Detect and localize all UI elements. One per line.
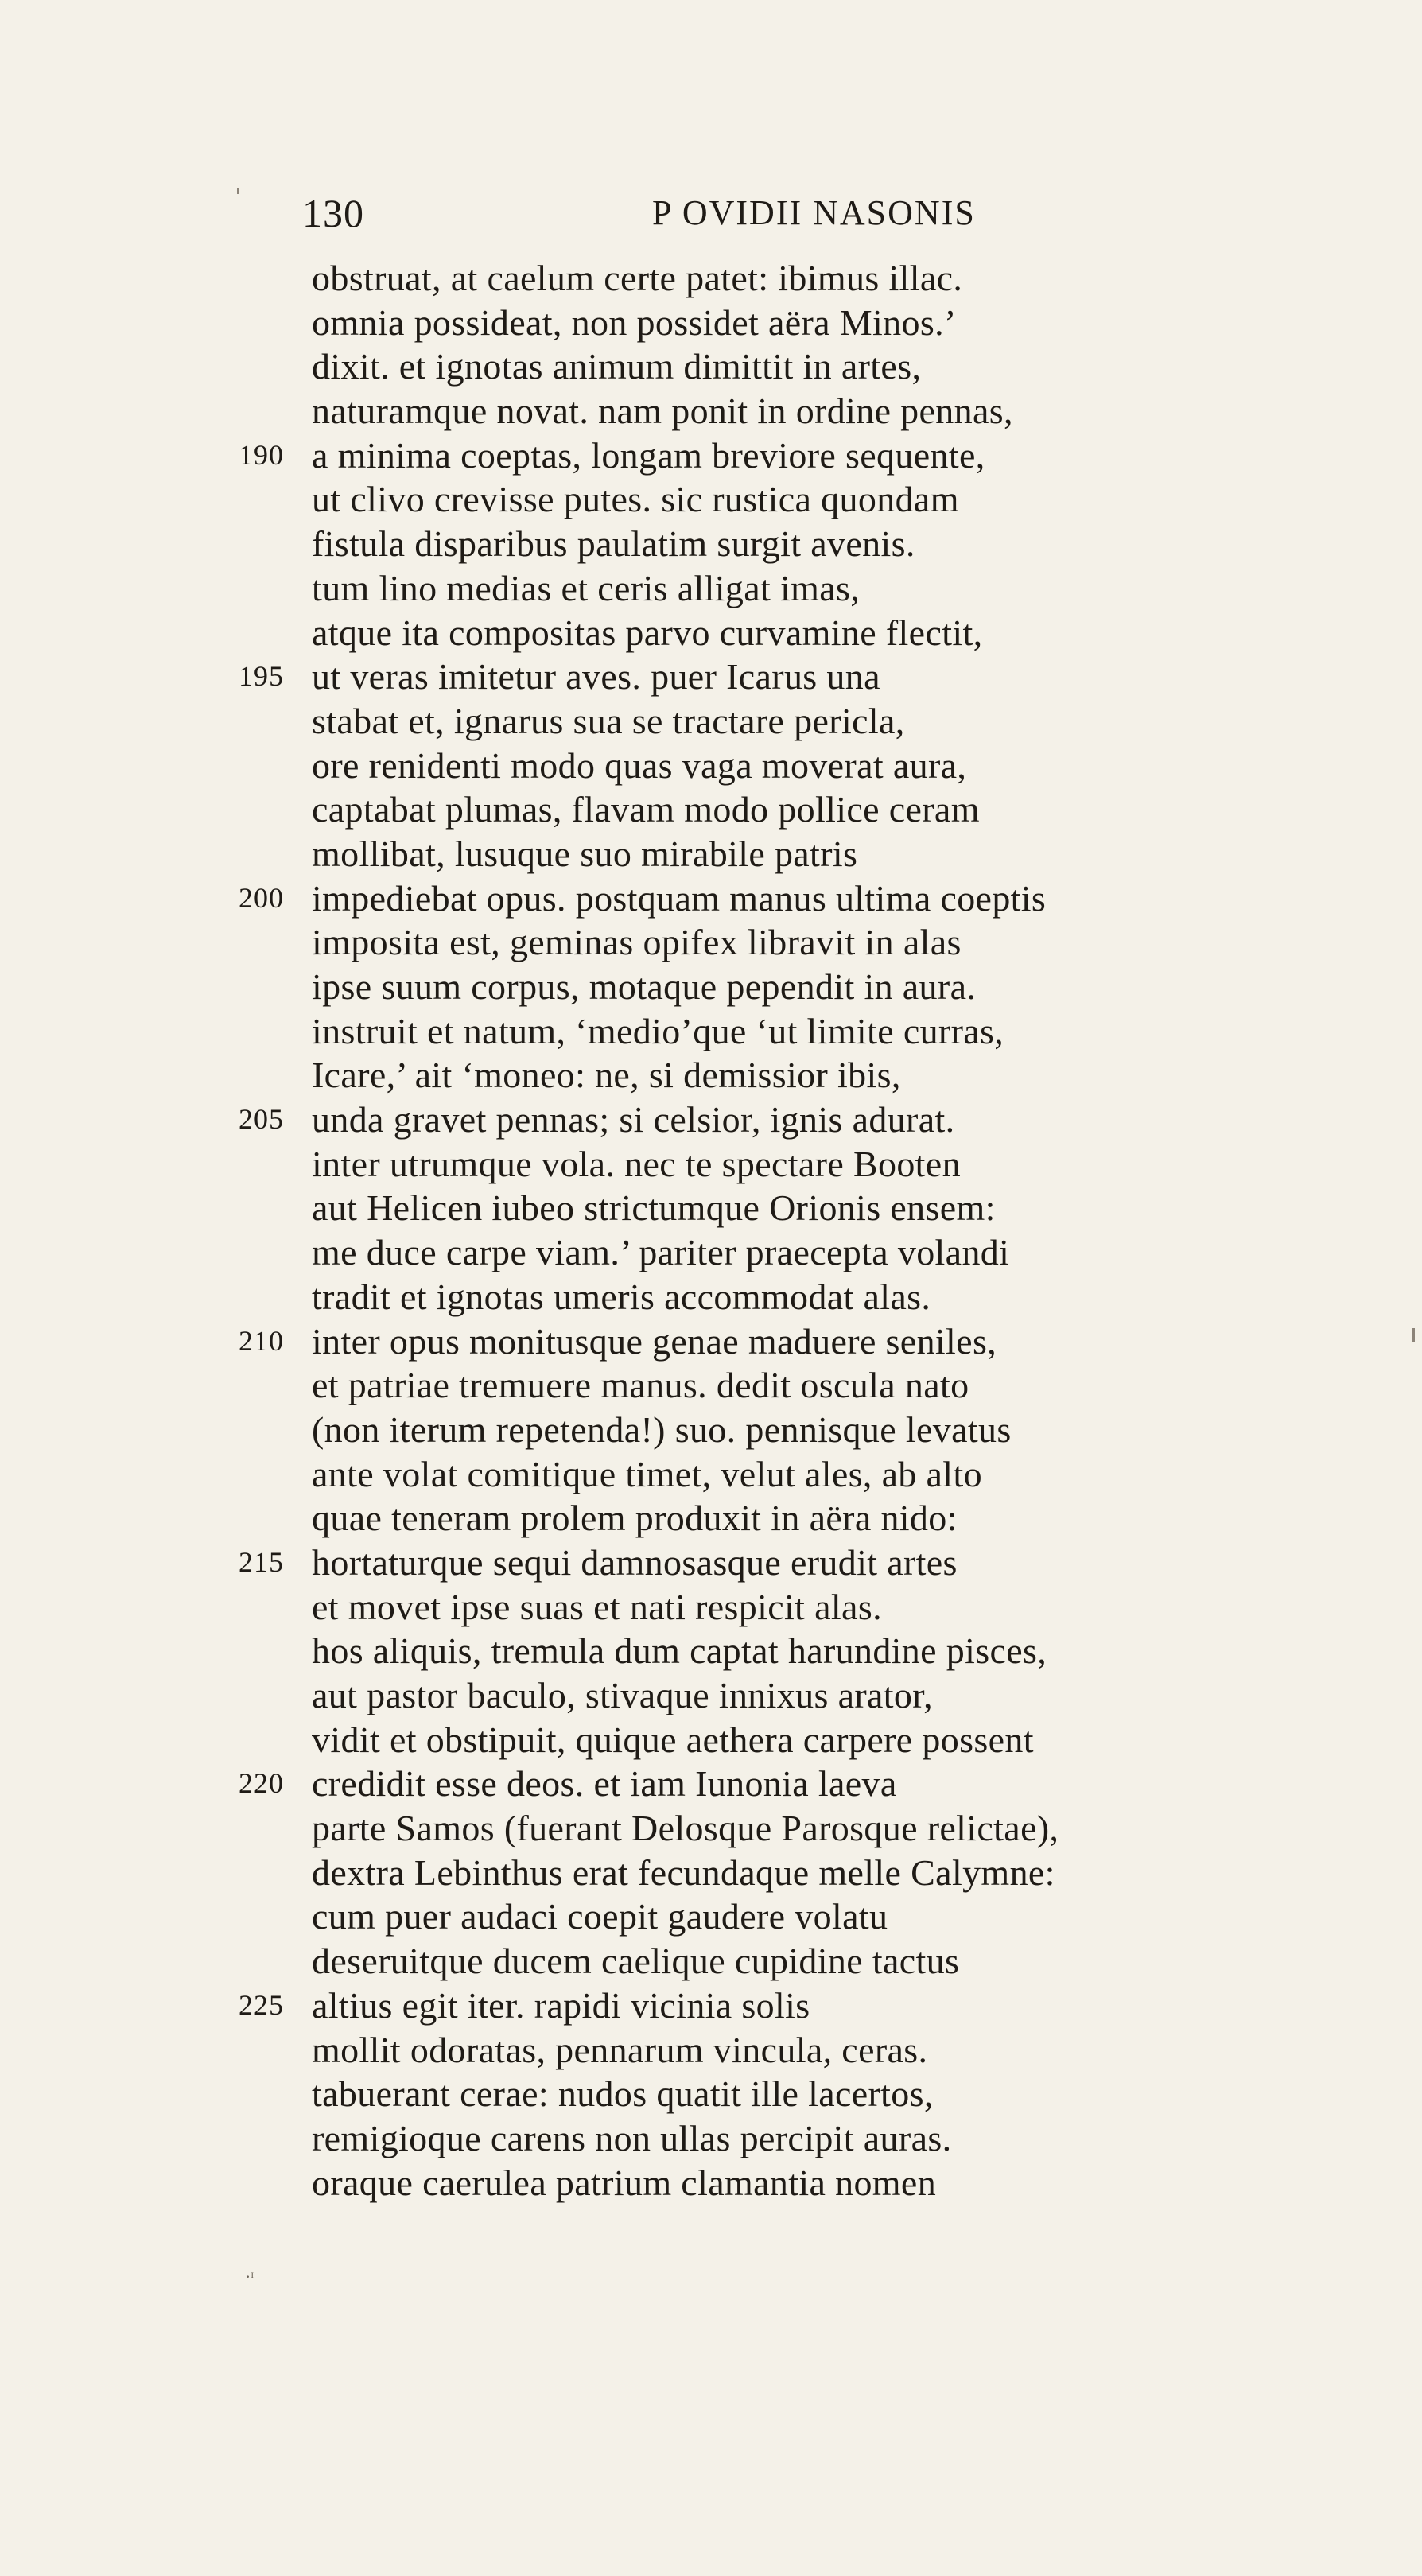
verse-line [0, 832, 1422, 876]
line-text: hos aliquis, tremula dum captat harundine pisces, [312, 1630, 1047, 1672]
line-text: atque ita compositas parvo curvamine flectit, [312, 612, 983, 653]
verse-line [0, 2072, 1422, 2116]
line-text: oraque caerulea patrium clamantia nomen [312, 2162, 937, 2203]
line-text: a minima coeptas, longam breviore sequente, [312, 434, 985, 476]
line-text: ore renidenti modo quas vaga moverat aura, [312, 744, 967, 786]
line-number: 205 [239, 1103, 284, 1136]
line-text: dextra Lebinthus erat fecundaque melle Calymne: [312, 1851, 1055, 1893]
line-text: altius egit iter. rapidi vicinia solis [312, 1984, 810, 2026]
line-number: 200 [239, 881, 284, 914]
line-text: tum lino medias et ceris alligat imas, [312, 567, 861, 608]
line-text: deseruitque ducem caelique cupidine tactus [312, 1941, 960, 1982]
line-text: obstruat, at caelum certe patet: ibimus illac. [312, 258, 963, 298]
line-text: captabat plumas, flavam modo pollice ceram [312, 789, 980, 830]
verse-line [0, 1673, 1422, 1718]
verse-line [0, 389, 1422, 433]
verse-line [0, 1983, 1422, 2028]
verse-line [0, 1629, 1422, 1673]
line-text: quae teneram prolem produxit in aëra nido: [312, 1498, 958, 1539]
line-text: mollit odoratas, pennarum vincula, ceras. [312, 2029, 928, 2070]
line-text: stabat et, ignarus sua se tractare pericla, [312, 700, 905, 741]
verse-line [0, 1762, 1422, 1806]
verse-line [0, 611, 1422, 655]
line-text: omnia possideat, non possidet aëra Minos.’ [312, 301, 957, 343]
line-text: dixit. et ignotas animum dimittit in artes, [312, 346, 922, 387]
line-text: hortaturque sequi damnosasque erudit artes [312, 1541, 958, 1583]
verse-line [0, 1496, 1422, 1541]
line-text: ante volat comitique timet, velut ales, ab alto [312, 1453, 982, 1494]
verse-block [0, 256, 1422, 2205]
page-header [302, 181, 1129, 245]
line-text: inter opus monitusque genae maduere seniles, [312, 1320, 997, 1362]
line-text: imposita est, geminas opifex libravit in alas [312, 922, 962, 963]
line-text: me duce carpe viam.’ pariter praecepta volandi [312, 1232, 1010, 1273]
verse-line [0, 1098, 1422, 1142]
verse-line [0, 566, 1422, 611]
verse-line [0, 1319, 1422, 1364]
line-text: instruit et natum, ‘medio’que ‘ut limite curras, [312, 1010, 1004, 1051]
line-text: credidit esse deos. et iam Iunonia laeva [312, 1763, 897, 1805]
line-text: remigioque carens non ullas percipit auras. [312, 2117, 952, 2158]
line-number: 195 [239, 660, 284, 693]
line-text: Icare,’ ait ‘moneo: ne, si demissior ibis, [312, 1055, 901, 1096]
page-number: 130 [302, 191, 364, 235]
line-number: 215 [239, 1545, 284, 1578]
line-text: fistula disparibus paulatim surgit avenis. [312, 523, 915, 565]
verse-line [0, 655, 1422, 699]
running-title: P OVIDII NASONIS [652, 193, 976, 232]
line-text: inter utrumque vola. nec te spectare Booten [312, 1143, 961, 1184]
verse-line [0, 1186, 1422, 1230]
verse-line [0, 1452, 1422, 1497]
verse-line [0, 1541, 1422, 1585]
line-number: 190 [239, 438, 284, 471]
line-text: impediebat opus. postquam manus ultima coeptis [312, 877, 1047, 919]
verse-line [0, 1408, 1422, 1452]
line-text: tabuerant cerae: nudos quatit ille lacertos, [312, 2073, 934, 2115]
verse-line [0, 1363, 1422, 1408]
line-text: et movet ipse suas et nati respicit alas. [312, 1586, 882, 1627]
line-text: aut pastor baculo, stivaque innixus arator, [312, 1675, 933, 1715]
verse-line [0, 344, 1422, 389]
line-text: aut Helicen iubeo strictumque Orionis ensem: [312, 1187, 996, 1229]
line-number: 210 [239, 1324, 284, 1357]
line-text: ut veras imitetur aves. puer Icarus una [312, 656, 880, 697]
line-text: vidit et obstipuit, quique aethera carpere possent [312, 1719, 1034, 1760]
verse-line [0, 433, 1422, 478]
verse-line [0, 1053, 1422, 1098]
verse-line [0, 699, 1422, 744]
verse-line [0, 1851, 1422, 1895]
line-number: 225 [239, 1988, 284, 2021]
verse-line [0, 876, 1422, 921]
verse-line [0, 2028, 1422, 2073]
verse-line [0, 1585, 1422, 1630]
verse-line [0, 1718, 1422, 1762]
verse-line [0, 301, 1422, 345]
line-text: parte Samos (fuerant Delosque Parosque relictae), [312, 1808, 1059, 1849]
verse-line [0, 1806, 1422, 1851]
verse-line [0, 522, 1422, 566]
footer-mark: ·ᶦ [245, 2267, 254, 2287]
line-text: ipse suum corpus, motaque pependit in aura. [312, 966, 977, 1007]
verse-line [0, 920, 1422, 965]
verse-line [0, 256, 1422, 301]
line-text: ut clivo crevisse putes. sic rustica quondam [312, 479, 959, 520]
verse-line [0, 1230, 1422, 1275]
verse-line [0, 744, 1422, 788]
verse-line [0, 1275, 1422, 1319]
line-text: mollibat, lusuque suo mirabile patris [312, 833, 858, 874]
line-text: cum puer audaci coepit gaudere volatu [312, 1896, 888, 1937]
verse-line [0, 787, 1422, 832]
line-text: tradit et ignotas umeris accommodat alas. [312, 1276, 931, 1317]
verse-line [0, 1142, 1422, 1187]
print-mark [237, 188, 239, 194]
line-text: et patriae tremuere manus. dedit oscula nato [312, 1365, 969, 1406]
line-text: unda gravet pennas; si celsior, ignis adurat. [312, 1099, 955, 1140]
line-number: 220 [239, 1767, 284, 1800]
verse-line [0, 1894, 1422, 1939]
verse-line [0, 1939, 1422, 1983]
verse-line [0, 2161, 1422, 2205]
line-text: (non iterum repetenda!) suo. pennisque levatus [312, 1408, 1012, 1450]
verse-line [0, 1009, 1422, 1054]
verse-line [0, 477, 1422, 522]
verse-line [0, 2116, 1422, 2161]
line-text: naturamque novat. nam ponit in ordine pennas, [312, 390, 1013, 432]
verse-line [0, 965, 1422, 1009]
